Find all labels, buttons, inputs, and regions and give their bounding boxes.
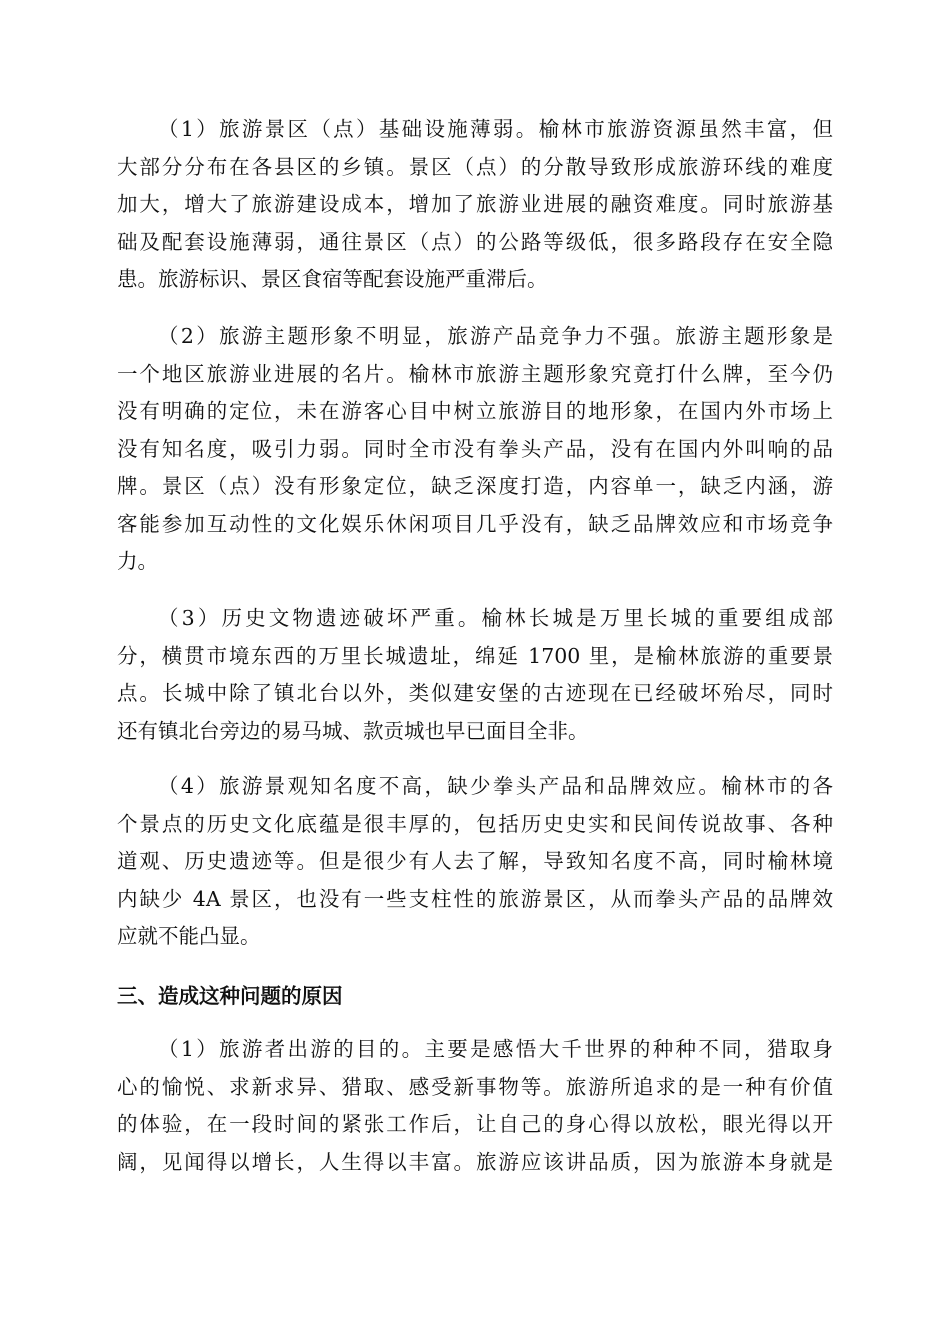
text-line: 大部分分布在各县区的乡镇。景区（点）的分散导致形成旅游环线的难度: [117, 154, 833, 179]
text-line: 客能参加互动性的文化娱乐休闲项目几乎没有，缺乏品牌效应和市场竞争: [117, 511, 833, 536]
text-line: 应就不能凸显。: [117, 924, 261, 948]
text-line: （2）旅游主题形象不明显，旅游产品竞争力不强。旅游主题形象是: [158, 324, 833, 348]
text-line: 患。旅游标识、景区食宿等配套设施严重滞后。: [117, 267, 548, 291]
text-line: （4）旅游景观知名度不高，缺少拳头产品和品牌效应。榆林市的各: [158, 774, 833, 798]
text-line: 力。: [117, 549, 158, 573]
text-line: 的体验，在一段时间的紧张工作后，让自己的身心得以放松，眼光得以开: [117, 1112, 833, 1136]
text-line: 牌。景区（点）没有形象定位，缺乏深度打造，内容单一，缺乏内涵，游: [117, 474, 833, 498]
text-line: 内缺少 4A 景区，也没有一些支柱性的旅游景区，从而拳头产品的品牌效: [117, 886, 833, 911]
paragraph-theme-image: [117, 318, 833, 581]
text-line: （1）旅游景区（点）基础设施薄弱。榆林市旅游资源虽然丰富，但: [158, 117, 833, 141]
text-line: 一个地区旅游业进展的名片。榆林市旅游主题形象究竟打什么牌，至今仍: [117, 361, 833, 386]
text-line: 础及配套设施薄弱，通往景区（点）的公路等级低，很多路段存在安全隐: [117, 229, 833, 254]
text-line: 点。长城中除了镇北台以外，类似建安堡的古迹现在已经破坏殆尽，同时: [117, 681, 833, 705]
text-line: 个景点的历史文化底蕴是很丰厚的，包括历史史实和民间传说故事、各种: [117, 811, 833, 836]
text-line: 阔，见闻得以增长，人生得以丰富。旅游应该讲品质，因为旅游本身就是: [117, 1149, 833, 1174]
text-line: （1）旅游者出游的目的。主要是感悟大千世界的种种不同，猎取身: [158, 1037, 833, 1061]
text-line: （3）历史文物遗迹破坏严重。榆林长城是万里长城的重要组成部: [158, 606, 833, 630]
text-line: 没有知名度，吸引力弱。同时全市没有拳头产品，没有在国内外叫响的品: [117, 436, 833, 461]
text-line: 分，横贯市境东西的万里长城遗址，绵延 1700 里，是榆林旅游的重要景: [117, 643, 833, 668]
text-line: 加大，增大了旅游建设成本，增加了旅游业进展的融资难度。同时旅游基: [117, 192, 833, 216]
text-line: 心的愉悦、求新求异、猎取、感受新事物等。旅游所追求的是一种有价值: [117, 1074, 833, 1099]
paragraph-infrastructure: [117, 111, 833, 299]
paragraph-heritage: [117, 600, 833, 750]
text-line: 道观、历史遗迹等。但是很少有人去了解，导致知名度不高，同时榆林境: [117, 849, 833, 873]
text-line: 还有镇北台旁边的易马城、款贡城也早已面目全非。: [117, 718, 589, 743]
text-line: 没有明确的定位，未在游客心目中树立旅游目的地形象，在国内外市场上: [117, 399, 833, 423]
paragraph-visibility: [117, 768, 833, 956]
paragraph-travel-purpose: [117, 1031, 833, 1181]
section-heading: 三、造成这种问题的原因: [117, 984, 343, 1008]
